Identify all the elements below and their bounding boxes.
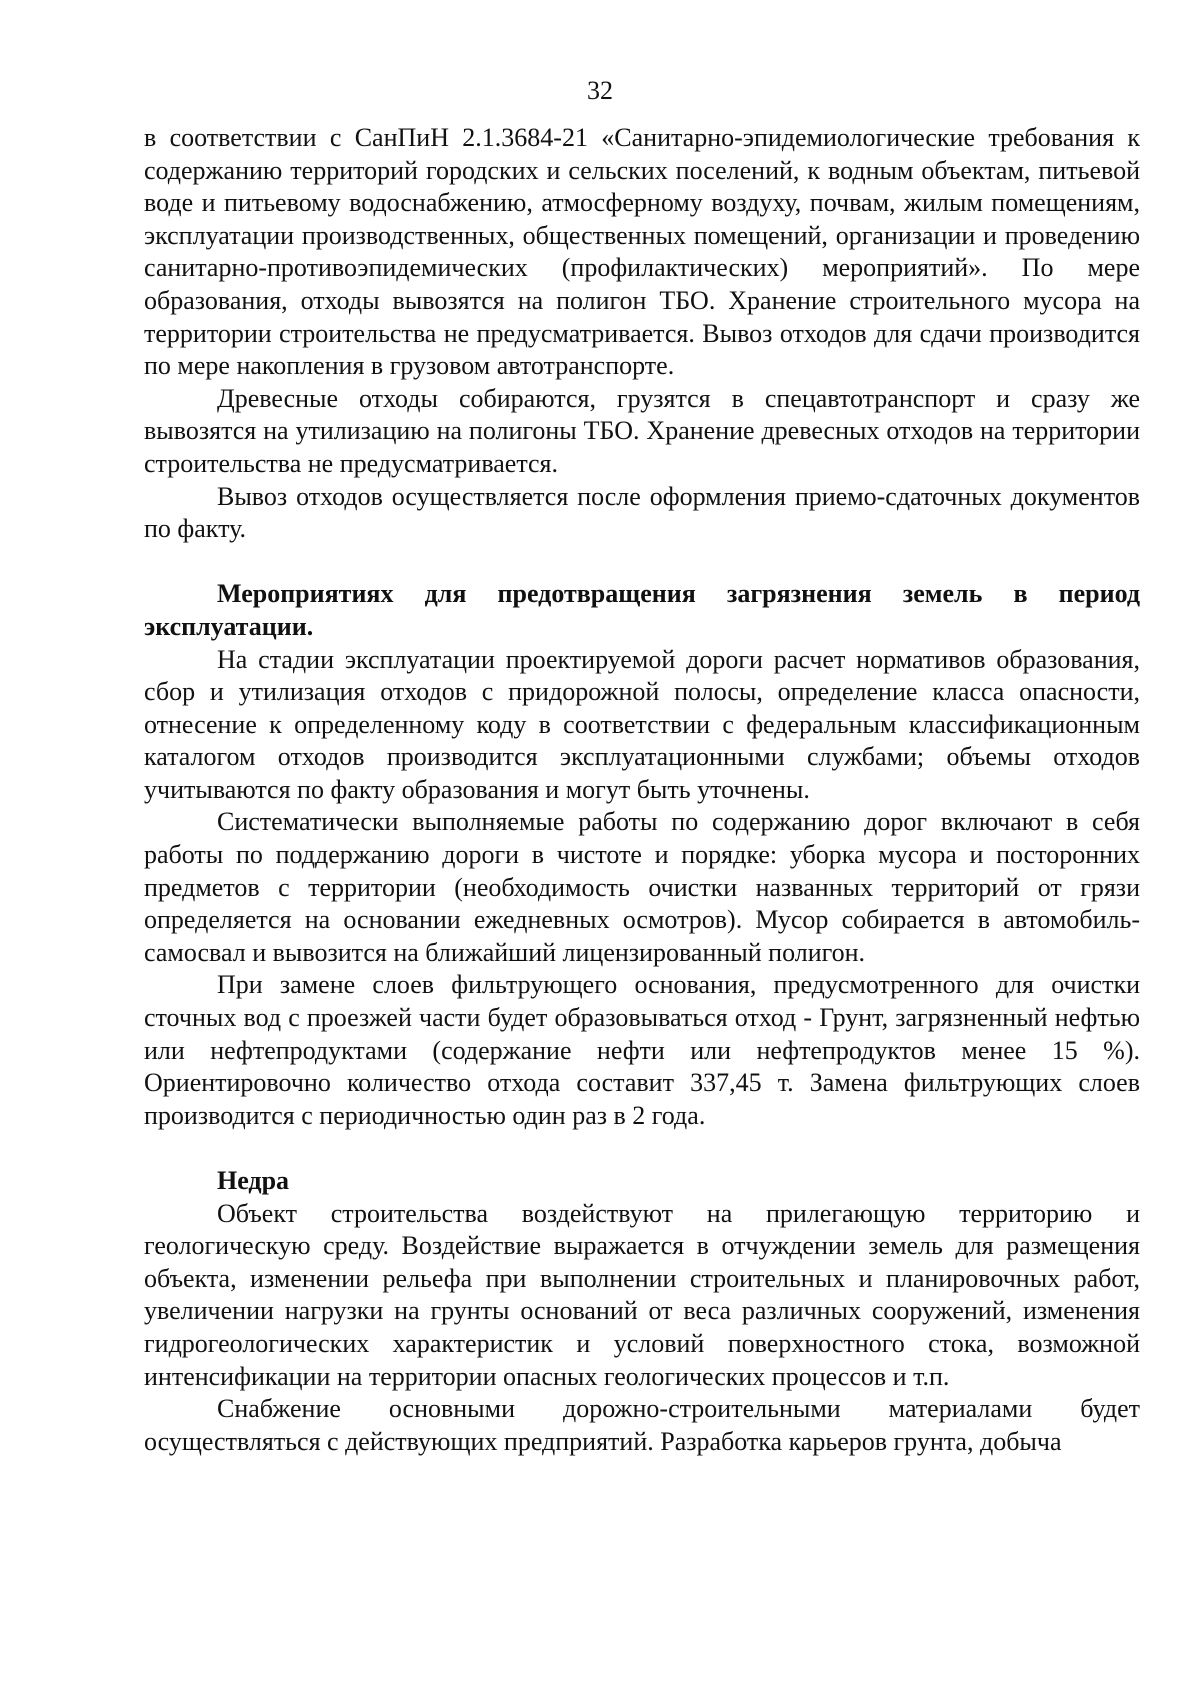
- paragraph-filter-layers: При замене слоев фильтрующего основания, предусмотренного для очистки сточных вод с проезжей части будет образовываться отход - Грунт, загрязненный нефтью или нефтепродуктами (содержание нефти или нефтепродуктов менее 15 %). Ориентировочно количество отхода составит 337,45 т. Замена фильтрующих слоев производится с периодичностью один раз в 2 года.: [144, 970, 1140, 1130]
- section-heading-land-pollution: Мероприятиях для предотвращения загрязнения земель в период эксплуатации.: [144, 579, 1140, 641]
- paragraph-waste-removal: Вывоз отходов осуществляется после оформления приемо-сдаточных документов по факту.: [144, 481, 1140, 544]
- paragraph-materials-supply: Снабжение основными дорожно-строительными материалами будет осуществляться с действующих предприятий. Разработка карьеров грунта, добыча: [144, 1394, 1140, 1456]
- spacer: [144, 546, 1140, 579]
- paragraph-geological-impact: Объект строительства воздействуют на прилегающую территорию и геологическую среду. Воздействие выражается в отчуждении земель для размещения объекта, изменении рельефа при выполнении строительных и планировочных работ, увеличении нагрузки на грунты оснований от веса различных сооружений, изменения гидрогеологических характеристик и условий поверхностного стока, возможной интенсификации на территории опасных геологических процессов и т.п.: [144, 1198, 1140, 1391]
- document-body: [144, 122, 1140, 1458]
- paragraph-operation-stage: На стадии эксплуатации проектируемой дороги расчет нормативов образования, сбор и утилизация отходов с придорожной полосы, определение класса опасности, отнесение к определенному коду в соответствии с федеральным классификационным каталогом отходов производится эксплуатационными службами; объемы отходов учитываются по факту образования и могут быть уточнены.: [144, 644, 1140, 804]
- spacer: [144, 1132, 1140, 1165]
- paragraph-sanpin: в соответствии с СанПиН 2.1.3684-21 «Санитарно-эпидемиологические требования к содержанию территорий городских и сельских поселений, к водным объектам, питьевой воде и питьевому водоснабжению, атмосферному воздуху, почвам, жилым помещениям, эксплуатации производственных, общественных помещений, организации и проведению санитарно-противоэпидемических (профилактических) мероприятий». По мере образования, отходы вывозятся на полигон ТБО. Хранение строительного мусора на территории строительства не предусматривается. Вывоз отходов для сдачи производится по мере накопления в грузовом автотранспорте.: [144, 123, 1140, 381]
- page-number: 32: [587, 76, 613, 105]
- section-heading-subsoil: Недра: [217, 1166, 290, 1195]
- paragraph-road-maintenance: Систематически выполняемые работы по содержанию дорог включают в себя работы по поддержанию дороги в чистоте и порядке: уборка мусора и посторонних предметов с территории (необходимость очистки названных территорий от грязи определяется на основании ежедневных осмотров). Мусор собирается в автомобиль-самосвал и вывозится на ближайший лицензированный полигон.: [144, 807, 1140, 967]
- paragraph-wood-waste: Древесные отходы собираются, грузятся в спецавтотранспорт и сразу же вывозятся на утилизацию на полигоны ТБО. Хранение древесных отходов на территории строительства не предусматривается.: [144, 383, 1140, 478]
